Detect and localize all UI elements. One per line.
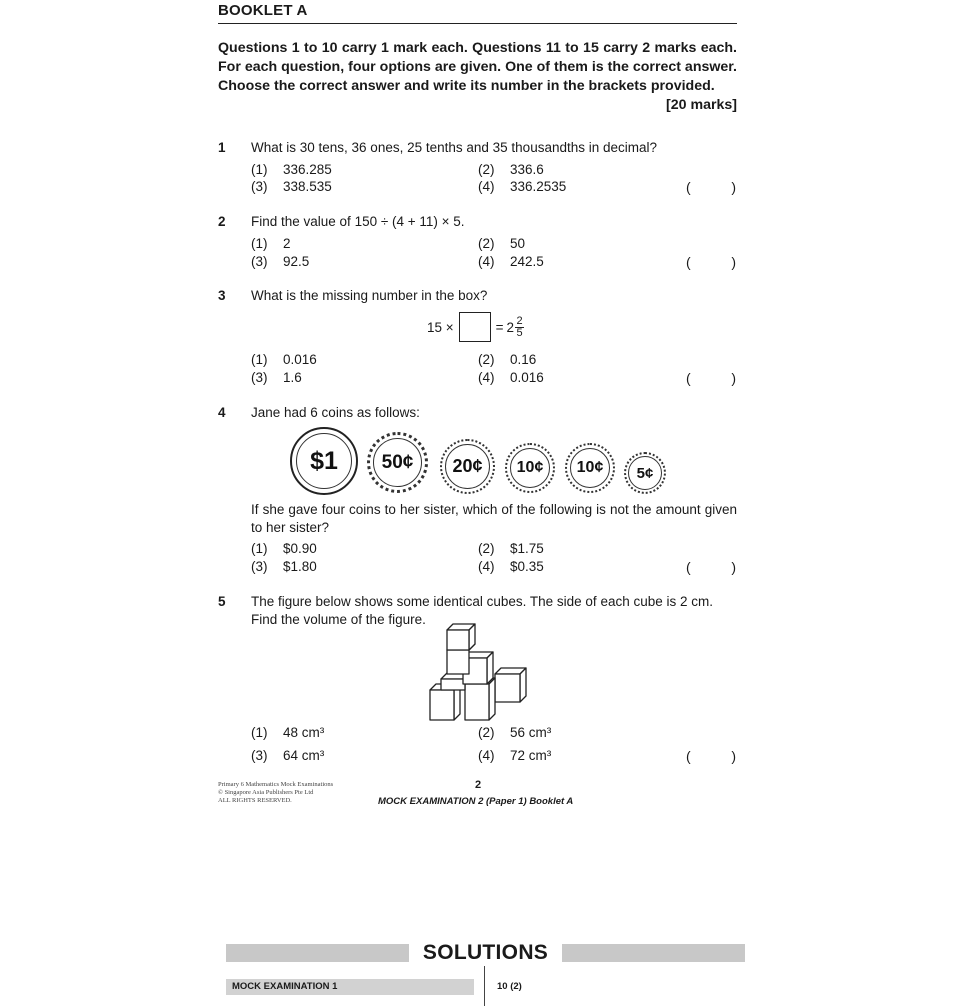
question-5-answer-bracket[interactable]: ( )	[686, 748, 736, 764]
copyright-notice	[218, 781, 333, 805]
question-5-option-3[interactable]: (3) 64 cm³	[251, 748, 325, 763]
question-4-option-1[interactable]: (1) $0.90	[251, 541, 317, 556]
question-2-text: Find the value of 150 ÷ (4 + 11) × 5.	[251, 214, 465, 229]
question-4-number: 4	[218, 405, 226, 420]
solutions-title: SOLUTIONS	[422, 941, 549, 964]
question-2-answer-bracket[interactable]: ( )	[686, 254, 736, 270]
coin-20-cents: 20¢	[440, 439, 495, 494]
question-5-number: 5	[218, 594, 226, 609]
question-5-option-1[interactable]: (1) 48 cm³	[251, 725, 325, 740]
question-2-option-1[interactable]: (1) 2	[251, 236, 291, 251]
fraction-numerator: 2	[516, 314, 523, 327]
question-5-option-4[interactable]: (4) 72 cm³	[478, 748, 552, 763]
copyright-line-2: © Singapore Asia Publishers Pte Ltd	[218, 789, 314, 796]
fraction	[515, 316, 524, 339]
coin-10-cents-b: 10¢	[565, 443, 615, 493]
booklet-title: BOOKLET A	[218, 2, 308, 19]
copyright-line-3: ALL RIGHTS RESERVED.	[218, 797, 292, 804]
title-rule	[218, 23, 737, 24]
question-5-option-2[interactable]: (2) 56 cm³	[478, 725, 552, 740]
question-4-answer-bracket[interactable]: ( )	[686, 559, 736, 575]
coin-50-cents: 50¢	[367, 432, 428, 493]
question-3-option-3[interactable]: (3) 1.6	[251, 370, 302, 385]
question-1-answer-bracket[interactable]: ( )	[686, 179, 736, 195]
copyright-line-1: Primary 6 Mathematics Mock Examinations	[218, 781, 334, 788]
instructions-text: Questions 1 to 10 carry 1 mark each. Questions 11 to 15 carry 2 marks each. For each question, four options are given. One of them is the correct answer. Choose the correct answer and write its number in the brackets provided.	[218, 40, 737, 94]
question-2-number: 2	[218, 214, 226, 229]
question-1-option-3[interactable]: (3) 338.535	[251, 179, 332, 194]
question-4-option-2[interactable]: (2) $1.75	[478, 541, 544, 556]
question-2-option-2[interactable]: (2) 50	[478, 236, 526, 251]
question-3-answer-bracket[interactable]: ( )	[686, 370, 736, 386]
equation-left: 15 ×	[427, 319, 454, 335]
exam-name: MOCK EXAMINATION 2 (Paper 1) Booklet A	[378, 796, 574, 807]
question-2-option-4[interactable]: (4) 242.5	[478, 254, 544, 269]
cubes-figure	[425, 622, 535, 726]
solution-item: 10 (2)	[497, 981, 522, 992]
question-4-option-4[interactable]: (4) $0.35	[478, 559, 544, 574]
solutions-column-divider	[484, 966, 485, 1006]
solutions-bar-left	[226, 944, 409, 962]
question-4-text-2: If she gave four coins to her sister, which of the following is not the amount given to her sister?	[251, 502, 737, 535]
question-1-option-1[interactable]: (1) 336.285	[251, 162, 332, 177]
solutions-bar-right	[562, 944, 745, 962]
question-5-text: The figure below shows some identical cubes. The side of each cube is 2 cm. Find the volume of the figure.	[251, 594, 713, 627]
question-3-text: What is the missing number in the box?	[251, 288, 488, 303]
question-3-equation	[427, 310, 524, 344]
page-number: 2	[474, 779, 482, 791]
question-4-text: Jane had 6 coins as follows:	[251, 405, 420, 420]
instructions	[218, 39, 737, 115]
question-1-option-2[interactable]: (2) 336.6	[478, 162, 544, 177]
question-1-text: What is 30 tens, 36 ones, 25 tenths and 35 thousandths in decimal?	[251, 140, 658, 155]
coin-5-cents: 5¢	[624, 452, 666, 494]
question-3-option-1[interactable]: (1) 0.016	[251, 352, 317, 367]
total-marks: [20 marks]	[666, 97, 737, 113]
question-3-option-4[interactable]: (4) 0.016	[478, 370, 544, 385]
coin-10-cents-a: 10¢	[505, 443, 555, 493]
question-4-option-3[interactable]: (3) $1.80	[251, 559, 317, 574]
question-1-number: 1	[218, 140, 226, 155]
mixed-number-whole: 2	[506, 319, 515, 335]
question-3-number: 3	[218, 288, 226, 303]
coin-1-dollar: $1	[290, 427, 358, 495]
question-1-option-4[interactable]: (4) 336.2535	[478, 179, 567, 194]
answer-box[interactable]	[459, 312, 491, 342]
fraction-denominator: 5	[516, 326, 523, 339]
solutions-section-label: MOCK EXAMINATION 1	[232, 981, 338, 992]
equation-equals: =	[495, 319, 504, 335]
question-3-option-2[interactable]: (2) 0.16	[478, 352, 537, 367]
question-2-option-3[interactable]: (3) 92.5	[251, 254, 310, 269]
